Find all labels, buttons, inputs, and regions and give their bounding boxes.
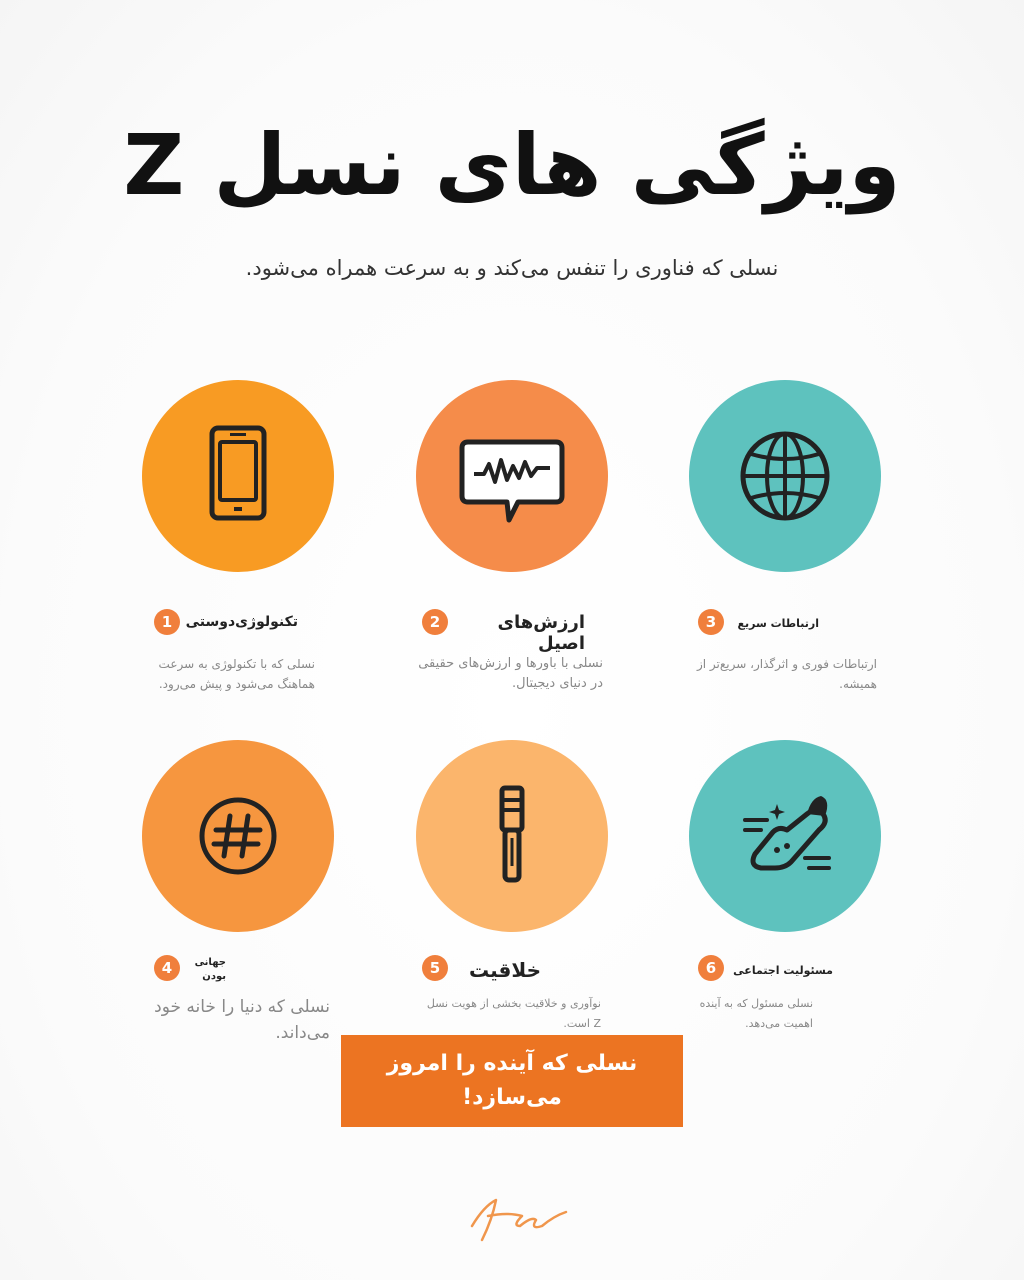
item-title-5: خلاقیت xyxy=(468,958,541,982)
item-title-1: تکنولوژی‌دوستی xyxy=(185,614,298,630)
signature-logo xyxy=(462,1186,572,1246)
number-badge-1: 1 xyxy=(154,609,180,635)
communication-circle xyxy=(689,380,881,572)
item-title-3: ارتباطات سریع xyxy=(737,617,819,630)
item-title-4: جهانی بودن xyxy=(194,957,226,982)
tech-circle xyxy=(142,380,334,572)
cta-banner: نسلی که آینده را امروز می‌سازد! xyxy=(341,1035,683,1127)
globe-icon xyxy=(725,416,845,536)
creativity-circle xyxy=(416,740,608,932)
item-desc-2: نسلی با باورها و ارزش‌های حقیقی در دنیای دیجیتال. xyxy=(418,656,603,691)
page-subtitle: نسلی که فناوری را تنفس می‌کند و به سرعت همراه می‌شود. xyxy=(245,256,779,280)
number-badge-5: 5 xyxy=(422,955,448,981)
item-title-2: ارزش‌های اصیل xyxy=(497,612,585,654)
tablet-icon xyxy=(178,416,298,536)
pen-icon xyxy=(452,776,572,896)
item-desc-3: ارتباطات فوری و اثرگذار، سریع‌تر از همیشه. xyxy=(696,657,877,691)
item-desc-5: نوآوری و خلاقیت بخشی از هویت نسل Z است. xyxy=(426,997,601,1030)
number-badge-6: 6 xyxy=(698,955,724,981)
item-desc-6: نسلی مسئول که به آینده اهمیت می‌دهد. xyxy=(699,997,813,1030)
item-desc-1: نسلی که با تکنولوژی به سرعت هماهنگ می‌شود و پیش می‌رود. xyxy=(158,657,315,691)
page-title: ویژگی های نسل Z xyxy=(123,116,901,214)
number-badge-2: 2 xyxy=(422,609,448,635)
number-badge-4: 4 xyxy=(154,955,180,981)
helping-hand-icon xyxy=(725,776,845,896)
hashtag-circle-icon xyxy=(178,776,298,896)
global-circle xyxy=(142,740,334,932)
speech-wave-icon xyxy=(452,416,572,536)
item-title-6: مسئولیت اجتماعی xyxy=(733,964,833,977)
item-desc-4: نسلی که دنیا را خانه خود می‌داند. xyxy=(154,997,330,1043)
responsibility-circle xyxy=(689,740,881,932)
values-circle xyxy=(416,380,608,572)
number-badge-3: 3 xyxy=(698,609,724,635)
